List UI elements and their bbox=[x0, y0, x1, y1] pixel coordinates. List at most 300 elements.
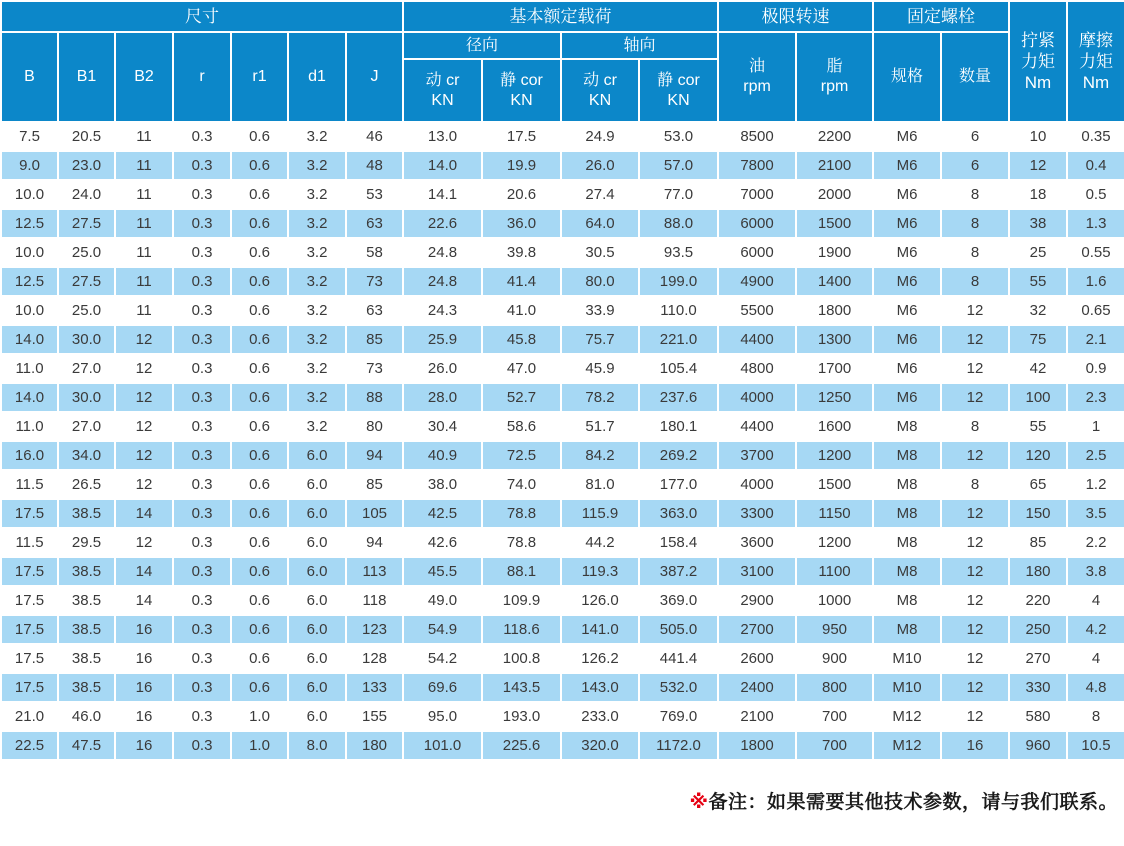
table-cell: M8 bbox=[874, 471, 940, 498]
table-cell: 27.4 bbox=[562, 181, 638, 208]
table-cell: 128 bbox=[347, 645, 402, 672]
table-cell: 580 bbox=[1010, 703, 1066, 730]
table-cell: 118 bbox=[347, 587, 402, 614]
table-cell: 11 bbox=[116, 268, 172, 295]
table-cell: 1.2 bbox=[1068, 471, 1124, 498]
table-cell: 158.4 bbox=[640, 529, 717, 556]
table-cell: 95.0 bbox=[404, 703, 481, 730]
table-cell: 38.0 bbox=[404, 471, 481, 498]
table-cell: 55 bbox=[1010, 413, 1066, 440]
table-cell: 72.5 bbox=[483, 442, 560, 469]
table-cell: 78.8 bbox=[483, 500, 560, 527]
table-row bbox=[2, 442, 1124, 469]
table-cell: 93.5 bbox=[640, 239, 717, 266]
table-cell: 109.9 bbox=[483, 587, 560, 614]
table-cell: 75.7 bbox=[562, 326, 638, 353]
table-cell: 7.5 bbox=[2, 123, 57, 150]
table-cell: M6 bbox=[874, 152, 940, 179]
table-cell: 84.2 bbox=[562, 442, 638, 469]
table-cell: 9.0 bbox=[2, 152, 57, 179]
table-cell: 63 bbox=[347, 210, 402, 237]
table-row bbox=[2, 703, 1124, 730]
table-cell: 10.0 bbox=[2, 181, 57, 208]
table-cell: 38.5 bbox=[59, 645, 114, 672]
header-col-oil-rpm bbox=[719, 33, 795, 121]
table-cell: 2200 bbox=[797, 123, 872, 150]
table-cell: 6 bbox=[942, 123, 1008, 150]
table-cell: 57.0 bbox=[640, 152, 717, 179]
table-cell: 80 bbox=[347, 413, 402, 440]
table-cell: 14 bbox=[116, 558, 172, 585]
table-row bbox=[2, 471, 1124, 498]
table-cell: 700 bbox=[797, 703, 872, 730]
table-cell: 42 bbox=[1010, 355, 1066, 382]
table-cell: 58.6 bbox=[483, 413, 560, 440]
table-cell: M12 bbox=[874, 703, 940, 730]
table-cell: 1 bbox=[1068, 413, 1124, 440]
table-cell: 180 bbox=[347, 732, 402, 759]
table-cell: 12 bbox=[116, 413, 172, 440]
radial-static-unit: KN bbox=[510, 91, 533, 109]
table-cell: M8 bbox=[874, 500, 940, 527]
table-row bbox=[2, 384, 1124, 411]
table-row bbox=[2, 645, 1124, 672]
table-cell: 38 bbox=[1010, 210, 1066, 237]
table-cell: 8 bbox=[1068, 703, 1124, 730]
table-cell: 4.8 bbox=[1068, 674, 1124, 701]
table-cell: 0.6 bbox=[232, 239, 287, 266]
table-cell: 0.6 bbox=[232, 413, 287, 440]
table-cell: 118.6 bbox=[483, 616, 560, 643]
header-col-bolt-qty: 数量 bbox=[942, 33, 1008, 121]
radial-dynamic-unit: KN bbox=[431, 91, 454, 109]
table-cell: 23.0 bbox=[59, 152, 114, 179]
table-cell: 22.5 bbox=[2, 732, 57, 759]
table-cell: 12 bbox=[116, 471, 172, 498]
table-cell: 12 bbox=[942, 442, 1008, 469]
table-cell: 0.3 bbox=[174, 297, 230, 324]
table-cell: 45.5 bbox=[404, 558, 481, 585]
table-cell: 1.0 bbox=[232, 732, 287, 759]
table-cell: 12 bbox=[942, 326, 1008, 353]
table-cell: 0.6 bbox=[232, 123, 287, 150]
table-cell: 3.2 bbox=[289, 326, 345, 353]
table-cell: 0.3 bbox=[174, 529, 230, 556]
table-cell: 505.0 bbox=[640, 616, 717, 643]
table-cell: 38.5 bbox=[59, 674, 114, 701]
table-cell: 532.0 bbox=[640, 674, 717, 701]
table-cell: 19.9 bbox=[483, 152, 560, 179]
table-cell: 0.4 bbox=[1068, 152, 1124, 179]
table-cell: M6 bbox=[874, 123, 940, 150]
table-cell: 12.5 bbox=[2, 210, 57, 237]
table-cell: 0.6 bbox=[232, 616, 287, 643]
radial-dynamic-label: 动 cr bbox=[425, 71, 460, 89]
header-grease-unit: rpm bbox=[820, 78, 849, 95]
table-cell: 8 bbox=[942, 181, 1008, 208]
table-cell: 0.3 bbox=[174, 558, 230, 585]
header-friction-torque-line1: 摩擦 bbox=[1079, 30, 1114, 50]
table-cell: 17.5 bbox=[2, 674, 57, 701]
table-cell: 1150 bbox=[797, 500, 872, 527]
table-cell: 34.0 bbox=[59, 442, 114, 469]
table-cell: 0.3 bbox=[174, 413, 230, 440]
table-cell: 0.3 bbox=[174, 732, 230, 759]
table-cell: 0.3 bbox=[174, 239, 230, 266]
table-cell: 25.9 bbox=[404, 326, 481, 353]
table-cell: 3700 bbox=[719, 442, 795, 469]
table-cell: 1900 bbox=[797, 239, 872, 266]
table-cell: 24.3 bbox=[404, 297, 481, 324]
table-cell: 55 bbox=[1010, 268, 1066, 295]
axial-dynamic-label: 动 cr bbox=[583, 71, 617, 89]
table-cell: M8 bbox=[874, 442, 940, 469]
table-cell: M12 bbox=[874, 732, 940, 759]
table-cell: 3.2 bbox=[289, 384, 345, 411]
table-cell: 1500 bbox=[797, 471, 872, 498]
table-cell: 143.0 bbox=[562, 674, 638, 701]
table-cell: 12 bbox=[942, 645, 1008, 672]
table-cell: M10 bbox=[874, 645, 940, 672]
table-cell: M6 bbox=[874, 326, 940, 353]
table-cell: 12 bbox=[942, 558, 1008, 585]
table-cell: 1100 bbox=[797, 558, 872, 585]
table-cell: 17.5 bbox=[2, 616, 57, 643]
table-cell: M6 bbox=[874, 384, 940, 411]
table-cell: 3.2 bbox=[289, 181, 345, 208]
table-cell: 1700 bbox=[797, 355, 872, 382]
table-cell: 88 bbox=[347, 384, 402, 411]
table-cell: 6.0 bbox=[289, 587, 345, 614]
table-cell: 115.9 bbox=[562, 500, 638, 527]
header-oil-label: 油 bbox=[749, 58, 766, 75]
table-cell: 199.0 bbox=[640, 268, 717, 295]
table-cell: M8 bbox=[874, 413, 940, 440]
table-header bbox=[2, 2, 1124, 121]
table-cell: 40.9 bbox=[404, 442, 481, 469]
table-row bbox=[2, 413, 1124, 440]
table-cell: 6.0 bbox=[289, 471, 345, 498]
table-cell: 53 bbox=[347, 181, 402, 208]
table-cell: 0.3 bbox=[174, 587, 230, 614]
table-cell: 24.0 bbox=[59, 181, 114, 208]
table-cell: 3.5 bbox=[1068, 500, 1124, 527]
table-cell: 2100 bbox=[719, 703, 795, 730]
table-cell: 6000 bbox=[719, 210, 795, 237]
table-cell: 20.6 bbox=[483, 181, 560, 208]
table-cell: 1250 bbox=[797, 384, 872, 411]
axial-static-unit: KN bbox=[667, 91, 690, 109]
table-cell: 12 bbox=[942, 587, 1008, 614]
table-cell: 7000 bbox=[719, 181, 795, 208]
table-cell: M8 bbox=[874, 616, 940, 643]
table-cell: 0.3 bbox=[174, 471, 230, 498]
table-cell: 38.5 bbox=[59, 558, 114, 585]
table-row bbox=[2, 326, 1124, 353]
table-cell: 3.2 bbox=[289, 239, 345, 266]
table-cell: 24.8 bbox=[404, 239, 481, 266]
table-cell: 960 bbox=[1010, 732, 1066, 759]
table-cell: 38.5 bbox=[59, 500, 114, 527]
table-cell: 78.2 bbox=[562, 384, 638, 411]
table-cell: 2900 bbox=[719, 587, 795, 614]
table-cell: 81.0 bbox=[562, 471, 638, 498]
table-cell: 3300 bbox=[719, 500, 795, 527]
table-cell: 47.0 bbox=[483, 355, 560, 382]
table-cell: 800 bbox=[797, 674, 872, 701]
table-cell: 12 bbox=[942, 703, 1008, 730]
table-cell: 1200 bbox=[797, 529, 872, 556]
table-cell: 74.0 bbox=[483, 471, 560, 498]
table-row bbox=[2, 558, 1124, 585]
header-grease-label: 脂 bbox=[826, 58, 843, 75]
table-cell: 6.0 bbox=[289, 558, 345, 585]
table-row bbox=[2, 355, 1124, 382]
table-cell: M6 bbox=[874, 297, 940, 324]
table-cell: 0.6 bbox=[232, 297, 287, 324]
table-cell: M6 bbox=[874, 268, 940, 295]
table-cell: M6 bbox=[874, 239, 940, 266]
table-cell: 1800 bbox=[797, 297, 872, 324]
table-cell: 38.5 bbox=[59, 616, 114, 643]
table-cell: 3.8 bbox=[1068, 558, 1124, 585]
header-tightening-torque-line2: 力矩 bbox=[1021, 51, 1056, 71]
table-cell: 150 bbox=[1010, 500, 1066, 527]
table-cell: 12 bbox=[116, 442, 172, 469]
table-cell: 0.6 bbox=[232, 471, 287, 498]
table-cell: 4000 bbox=[719, 471, 795, 498]
table-cell: 0.3 bbox=[174, 326, 230, 353]
table-cell: 16 bbox=[116, 616, 172, 643]
header-friction-torque-unit: Nm bbox=[1082, 73, 1110, 93]
table-cell: 10 bbox=[1010, 123, 1066, 150]
table-cell: 0.3 bbox=[174, 645, 230, 672]
table-cell: 700 bbox=[797, 732, 872, 759]
table-cell: 85 bbox=[347, 326, 402, 353]
table-cell: 26.0 bbox=[404, 355, 481, 382]
table-row bbox=[2, 152, 1124, 179]
table-cell: 12.5 bbox=[2, 268, 57, 295]
table-cell: 46.0 bbox=[59, 703, 114, 730]
table-cell: 38.5 bbox=[59, 587, 114, 614]
table-cell: 0.3 bbox=[174, 210, 230, 237]
table-cell: 387.2 bbox=[640, 558, 717, 585]
table-cell: 0.3 bbox=[174, 355, 230, 382]
table-cell: 110.0 bbox=[640, 297, 717, 324]
table-cell: 30.0 bbox=[59, 326, 114, 353]
table-cell: 85 bbox=[347, 471, 402, 498]
footnote-text: 备注：如果需要其他技术参数，请与我们联系。 bbox=[708, 792, 1118, 813]
table-cell: 269.2 bbox=[640, 442, 717, 469]
table-cell: 22.6 bbox=[404, 210, 481, 237]
table-cell: 21.0 bbox=[2, 703, 57, 730]
table-cell: 233.0 bbox=[562, 703, 638, 730]
table-cell: 2.3 bbox=[1068, 384, 1124, 411]
table-cell: 25.0 bbox=[59, 239, 114, 266]
table-cell: 73 bbox=[347, 268, 402, 295]
table-cell: 0.6 bbox=[232, 355, 287, 382]
table-cell: 6000 bbox=[719, 239, 795, 266]
table-cell: 10.0 bbox=[2, 297, 57, 324]
table-cell: 5500 bbox=[719, 297, 795, 324]
table-cell: 225.6 bbox=[483, 732, 560, 759]
table-cell: 3.2 bbox=[289, 355, 345, 382]
table-cell: 11 bbox=[116, 297, 172, 324]
table-row bbox=[2, 500, 1124, 527]
table-cell: 8 bbox=[942, 268, 1008, 295]
table-cell: 6.0 bbox=[289, 500, 345, 527]
table-cell: 49.0 bbox=[404, 587, 481, 614]
table-cell: 47.5 bbox=[59, 732, 114, 759]
table-cell: 12 bbox=[1010, 152, 1066, 179]
table-cell: 10.5 bbox=[1068, 732, 1124, 759]
header-friction-torque bbox=[1068, 2, 1124, 121]
table-cell: 27.5 bbox=[59, 210, 114, 237]
header-col-axial-dynamic bbox=[562, 60, 638, 121]
table-cell: 250 bbox=[1010, 616, 1066, 643]
table-cell: 8 bbox=[942, 210, 1008, 237]
table-cell: 141.0 bbox=[562, 616, 638, 643]
table-cell: 14.1 bbox=[404, 181, 481, 208]
header-col-grease-rpm bbox=[797, 33, 872, 121]
table-cell: 12 bbox=[942, 529, 1008, 556]
table-row bbox=[2, 297, 1124, 324]
table-cell: 100.8 bbox=[483, 645, 560, 672]
table-cell: 4800 bbox=[719, 355, 795, 382]
table-cell: 32 bbox=[1010, 297, 1066, 324]
table-cell: 54.9 bbox=[404, 616, 481, 643]
header-col-B: B bbox=[2, 33, 57, 121]
table-cell: 29.5 bbox=[59, 529, 114, 556]
table-cell: 36.0 bbox=[483, 210, 560, 237]
footnote-marker: ※ bbox=[689, 792, 709, 813]
table-row bbox=[2, 268, 1124, 295]
table-cell: 363.0 bbox=[640, 500, 717, 527]
header-col-radial-dynamic bbox=[404, 60, 481, 121]
table-row bbox=[2, 123, 1124, 150]
table-cell: 4 bbox=[1068, 587, 1124, 614]
table-cell: 8 bbox=[942, 471, 1008, 498]
table-cell: 105.4 bbox=[640, 355, 717, 382]
table-cell: 900 bbox=[797, 645, 872, 672]
table-cell: 25.0 bbox=[59, 297, 114, 324]
table-cell: 1.6 bbox=[1068, 268, 1124, 295]
table-cell: 0.3 bbox=[174, 500, 230, 527]
table-cell: 6.0 bbox=[289, 703, 345, 730]
table-cell: 17.5 bbox=[2, 558, 57, 585]
table-cell: 78.8 bbox=[483, 529, 560, 556]
table-cell: 16 bbox=[116, 732, 172, 759]
header-tightening-torque-unit: Nm bbox=[1024, 73, 1052, 93]
table-cell: 6.0 bbox=[289, 645, 345, 672]
header-col-axial-static bbox=[640, 60, 717, 121]
table-cell: 120 bbox=[1010, 442, 1066, 469]
table-row bbox=[2, 732, 1124, 759]
table-cell: 101.0 bbox=[404, 732, 481, 759]
table-cell: 3.2 bbox=[289, 152, 345, 179]
table-cell: 2100 bbox=[797, 152, 872, 179]
table-cell: 0.3 bbox=[174, 181, 230, 208]
table-body bbox=[2, 123, 1124, 759]
table-cell: 12 bbox=[942, 616, 1008, 643]
table-cell: 4400 bbox=[719, 326, 795, 353]
header-sub-row bbox=[2, 33, 1124, 58]
table-cell: 105 bbox=[347, 500, 402, 527]
table-cell: 0.6 bbox=[232, 268, 287, 295]
table-cell: 4400 bbox=[719, 413, 795, 440]
table-cell: 0.35 bbox=[1068, 123, 1124, 150]
table-cell: 1300 bbox=[797, 326, 872, 353]
table-cell: 12 bbox=[116, 529, 172, 556]
table-cell: 51.7 bbox=[562, 413, 638, 440]
table-cell: 126.2 bbox=[562, 645, 638, 672]
table-cell: 12 bbox=[116, 355, 172, 382]
table-cell: 1.3 bbox=[1068, 210, 1124, 237]
table-cell: 7800 bbox=[719, 152, 795, 179]
table-cell: 24.8 bbox=[404, 268, 481, 295]
table-cell: 11 bbox=[116, 210, 172, 237]
table-cell: 0.3 bbox=[174, 268, 230, 295]
table-cell: 0.55 bbox=[1068, 239, 1124, 266]
table-cell: 53.0 bbox=[640, 123, 717, 150]
header-radial-group: 径向 bbox=[404, 33, 560, 58]
table-cell: 2.5 bbox=[1068, 442, 1124, 469]
table-cell: 4.2 bbox=[1068, 616, 1124, 643]
table-cell: 30.0 bbox=[59, 384, 114, 411]
table-cell: 2000 bbox=[797, 181, 872, 208]
table-cell: 39.8 bbox=[483, 239, 560, 266]
table-cell: 45.9 bbox=[562, 355, 638, 382]
axial-static-label: 静 cor bbox=[657, 71, 700, 89]
table-cell: 1.0 bbox=[232, 703, 287, 730]
table-cell: 28.0 bbox=[404, 384, 481, 411]
table-cell: 3600 bbox=[719, 529, 795, 556]
table-cell: 42.5 bbox=[404, 500, 481, 527]
table-cell: 126.0 bbox=[562, 587, 638, 614]
table-cell: M8 bbox=[874, 558, 940, 585]
table-cell: 6.0 bbox=[289, 529, 345, 556]
table-cell: 3.2 bbox=[289, 268, 345, 295]
table-cell: 11.0 bbox=[2, 413, 57, 440]
table-row bbox=[2, 529, 1124, 556]
table-cell: 44.2 bbox=[562, 529, 638, 556]
table-cell: 17.5 bbox=[2, 500, 57, 527]
table-cell: M8 bbox=[874, 587, 940, 614]
table-cell: 6.0 bbox=[289, 674, 345, 701]
header-bolt-group: 固定螺栓 bbox=[874, 2, 1008, 31]
table-cell: 17.5 bbox=[2, 587, 57, 614]
table-cell: 0.6 bbox=[232, 442, 287, 469]
table-cell: 12 bbox=[116, 326, 172, 353]
table-cell: 0.3 bbox=[174, 616, 230, 643]
table-cell: 8500 bbox=[719, 123, 795, 150]
table-row bbox=[2, 239, 1124, 266]
table-cell: 180.1 bbox=[640, 413, 717, 440]
table-cell: 0.6 bbox=[232, 645, 287, 672]
table-cell: 27.0 bbox=[59, 413, 114, 440]
axial-dynamic-unit: KN bbox=[588, 91, 612, 109]
table-cell: 2700 bbox=[719, 616, 795, 643]
table-cell: 6.0 bbox=[289, 616, 345, 643]
table-cell: 0.3 bbox=[174, 384, 230, 411]
table-cell: 0.9 bbox=[1068, 355, 1124, 382]
table-cell: 11 bbox=[116, 152, 172, 179]
table-cell: 4 bbox=[1068, 645, 1124, 672]
table-cell: 46 bbox=[347, 123, 402, 150]
table-cell: 2400 bbox=[719, 674, 795, 701]
table-cell: 237.6 bbox=[640, 384, 717, 411]
table-cell: M6 bbox=[874, 181, 940, 208]
